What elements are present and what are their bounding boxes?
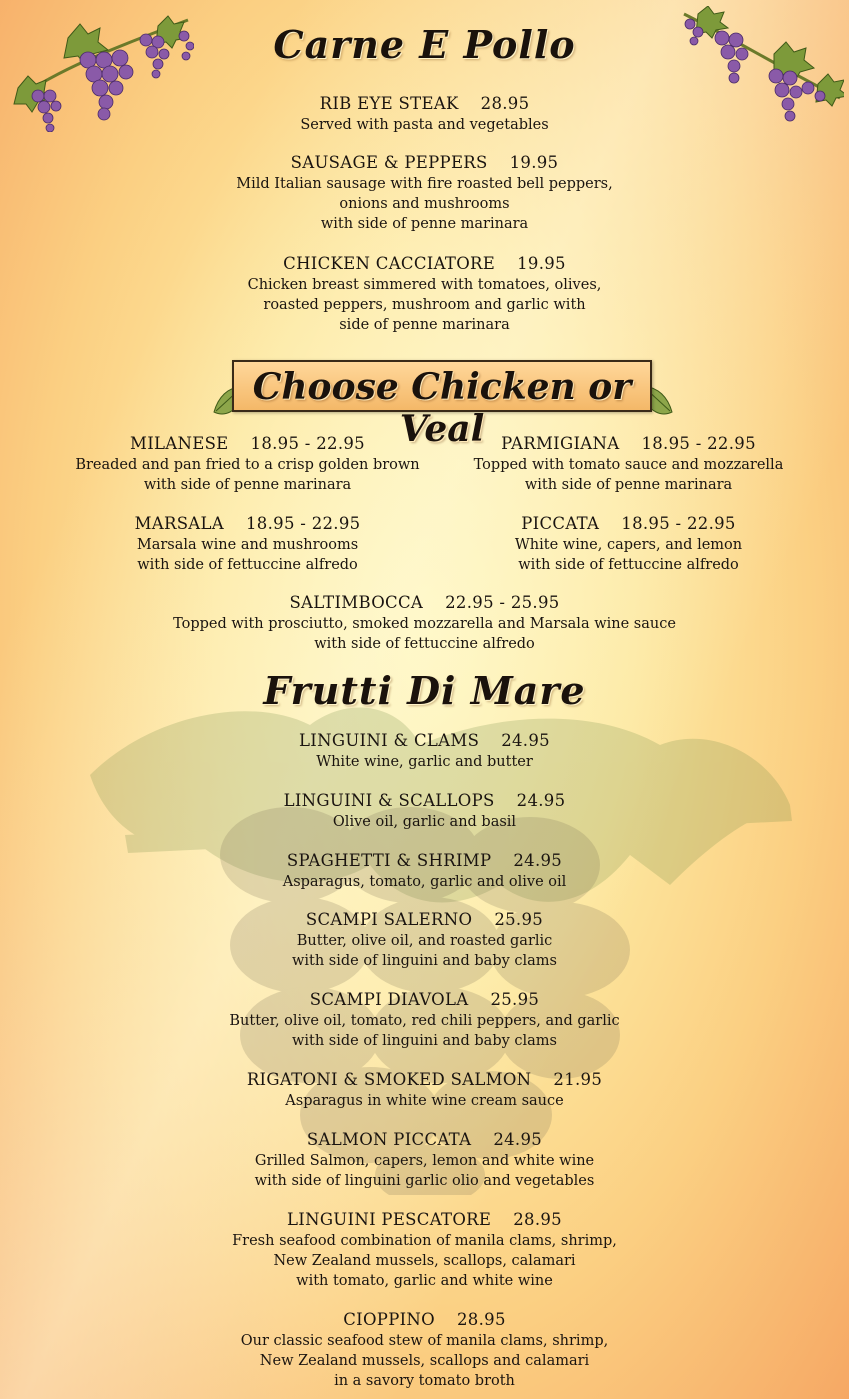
menu-item-description: Topped with tomato sauce and mozzarella: [473, 457, 784, 473]
menu-item-price: 24.95: [501, 731, 550, 750]
menu-item: [0, 850, 849, 892]
menu-item-heading: [426, 433, 831, 455]
menu-item-description: side of penne marinara: [339, 317, 510, 333]
menu-item-heading: [0, 730, 849, 752]
menu-item: [0, 730, 849, 772]
menu-item-price: 28.95: [457, 1310, 506, 1329]
menu-item-description: White wine, capers, and lemon: [514, 537, 743, 553]
menu-item-price: 24.95: [516, 791, 566, 810]
menu-item-price: 19.95: [509, 153, 559, 172]
menu-item-description: Butter, olive oil, and roasted garlic: [296, 933, 553, 949]
menu-item-heading: [0, 1309, 849, 1331]
menu-item-description: in a savory tomato broth: [334, 1373, 515, 1389]
menu-item-name: CIOPPINO: [343, 1310, 435, 1329]
menu-item-description: roasted peppers, mushroom and garlic with: [263, 297, 586, 313]
menu-item-description: Served with pasta and vegetables: [300, 117, 549, 133]
menu-item-name: SALTIMBOCCA: [289, 593, 424, 612]
menu-item-heading: [0, 253, 849, 275]
section-title-carne: Carne E Pollo: [273, 22, 576, 67]
menu-item-name: CHICKEN CACCIATORE: [283, 254, 496, 273]
menu-item-name: LINGUINI & CLAMS: [299, 731, 480, 750]
menu-item-price: 18.95 - 22.95: [641, 434, 756, 453]
menu-item: [426, 513, 831, 575]
menu-item-description: Topped with prosciutto, smoked mozzarella and Marsala wine sauce: [173, 616, 676, 632]
menu-item-name: PARMIGIANA: [501, 434, 620, 453]
menu-item-name: SCAMPI DIAVOLA: [309, 990, 469, 1009]
menu-item-description: with side of linguini garlic olio and vegetables: [254, 1173, 595, 1189]
menu-item-description: with side of penne marinara: [524, 477, 733, 493]
menu-item-name: LINGUINI & SCALLOPS: [283, 791, 495, 810]
menu-item-description: New Zealand mussels, scallops and calamari: [259, 1353, 590, 1369]
section-title-frutti: Frutti Di Mare: [263, 668, 586, 713]
menu-item-description: with side of fettuccine alfredo: [314, 636, 535, 652]
menu-item-heading: [45, 513, 450, 535]
menu-item-price: 19.95: [517, 254, 566, 273]
menu-item-heading: [0, 152, 849, 174]
menu-item-description: Olive oil, garlic and basil: [332, 814, 517, 830]
menu-item-description: Chicken breast simmered with tomatoes, olives,: [247, 277, 602, 293]
menu-item: [0, 1069, 849, 1111]
menu-item: [0, 1209, 849, 1291]
menu-item-price: 18.95 - 22.95: [621, 514, 736, 533]
section-title-chicken-veal: Choose Chicken or Veal: [252, 366, 632, 450]
menu-item-heading: [0, 1069, 849, 1091]
menu-item-description: New Zealand mussels, scallops, calamari: [273, 1253, 576, 1269]
menu-item-description: with side of penne marinara: [143, 477, 352, 493]
menu-item-price: 21.95: [553, 1070, 603, 1089]
menu-item-name: RIGATONI & SMOKED SALMON: [246, 1070, 532, 1089]
menu-item-description: with side of linguini and baby clams: [291, 1033, 557, 1049]
menu-item-name: MARSALA: [134, 514, 224, 533]
menu-item-heading: [0, 790, 849, 812]
menu-item: [0, 592, 849, 654]
menu-item-description: Asparagus, tomato, garlic and olive oil: [282, 874, 567, 890]
menu-item-description: with tomato, garlic and white wine: [296, 1273, 553, 1289]
menu-item-description: Grilled Salmon, capers, lemon and white wine: [254, 1153, 595, 1169]
menu-item-description: Asparagus in white wine cream sauce: [285, 1093, 564, 1109]
menu-item: [45, 433, 450, 495]
menu-item-price: 24.95: [513, 851, 563, 870]
menu-item-price: 28.95: [480, 94, 530, 113]
menu-item-name: SALMON PICCATA: [306, 1130, 472, 1149]
menu-item-price: 18.95 - 22.95: [246, 514, 361, 533]
menu-item-heading: [0, 989, 849, 1011]
menu-item-price: 25.95: [494, 910, 544, 929]
menu-item-price: 22.95 - 25.95: [445, 593, 560, 612]
menu-item-price: 28.95: [513, 1210, 562, 1229]
menu-item-heading: [45, 433, 450, 455]
menu-item-description: with side of penne marinara: [320, 216, 529, 232]
menu-item-name: RIB EYE STEAK: [319, 94, 459, 113]
menu-item-description: Marsala wine and mushrooms: [136, 537, 359, 553]
menu-item-description: White wine, garlic and butter: [316, 754, 533, 770]
menu-item-description: Fresh seafood combination of manila clams, shrimp,: [232, 1233, 617, 1249]
menu-item-price: 18.95 - 22.95: [250, 434, 365, 453]
menu-item-description: with side of linguini and baby clams: [291, 953, 557, 969]
menu-item-description: with side of fettuccine alfredo: [518, 557, 739, 573]
menu-item-description: onions and mushrooms: [339, 196, 510, 212]
menu-item: [0, 93, 849, 135]
menu-item-heading: [0, 850, 849, 872]
menu-item-heading: [0, 592, 849, 614]
menu-item-description: Butter, olive oil, tomato, red chili peppers, and garlic: [229, 1013, 620, 1029]
menu-item-name: LINGUINI PESCATORE: [287, 1210, 492, 1229]
menu-item: [0, 790, 849, 832]
menu-item-heading: [0, 93, 849, 115]
menu-item: [0, 1129, 849, 1191]
menu-item-description: Breaded and pan fried to a crisp golden brown: [75, 457, 420, 473]
menu-item: [0, 253, 849, 335]
menu-item-price: 25.95: [490, 990, 540, 1009]
menu-item-description: with side of fettuccine alfredo: [137, 557, 358, 573]
menu-item-name: SPAGHETTI & SHRIMP: [286, 851, 492, 870]
menu-item-heading: [0, 1129, 849, 1151]
menu-item: [426, 433, 831, 495]
menu-item: [0, 989, 849, 1051]
menu-item-heading: [0, 1209, 849, 1231]
menu-item-description: Our classic seafood stew of manila clams, shrimp,: [240, 1333, 609, 1349]
menu-item: [0, 152, 849, 234]
menu-item-name: PICCATA: [521, 514, 600, 533]
menu-item: [0, 909, 849, 971]
menu-item: [0, 1309, 849, 1391]
menu-item-name: SCAMPI SALERNO: [305, 910, 473, 929]
menu-item: [45, 513, 450, 575]
menu-item-description: Mild Italian sausage with fire roasted bell peppers,: [236, 176, 613, 192]
menu-item-name: MILANESE: [130, 434, 229, 453]
menu-item-price: 24.95: [493, 1130, 543, 1149]
menu-item-name: SAUSAGE & PEPPERS: [290, 153, 488, 172]
menu-item-heading: [426, 513, 831, 535]
menu-item-heading: [0, 909, 849, 931]
